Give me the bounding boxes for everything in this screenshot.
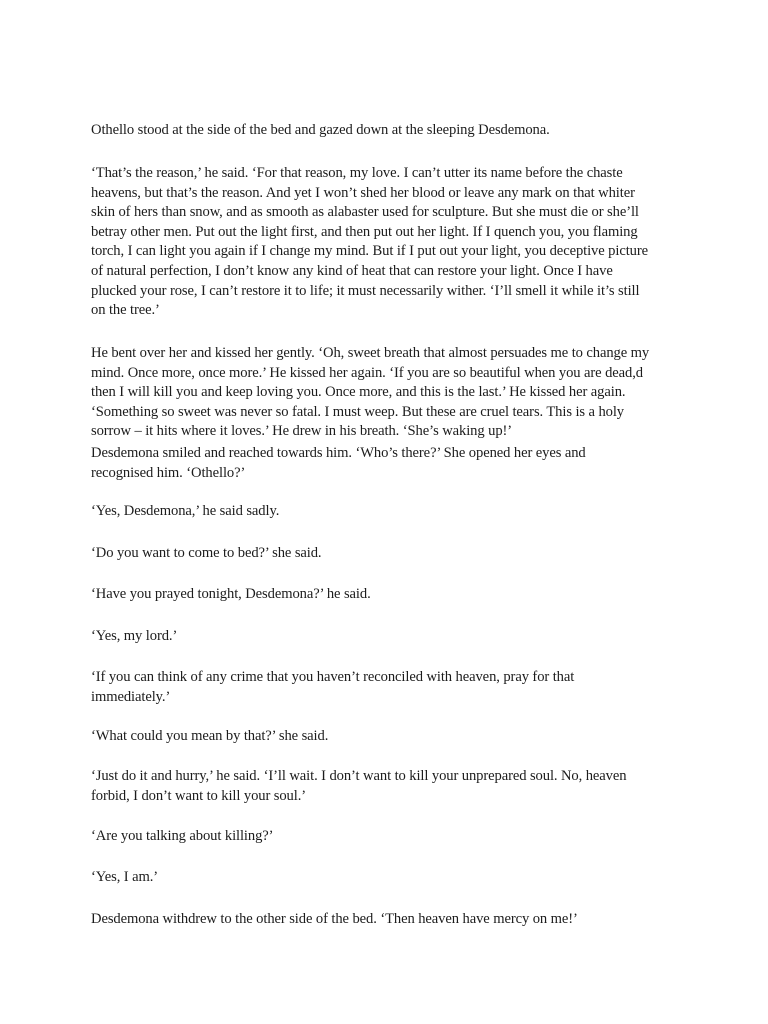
paragraph: Desdemona smiled and reached towards him. ‘Who’s there?’ She opened her eyes and recognised him. ‘Othello?’ bbox=[91, 445, 586, 481]
paragraph: ‘Yes, my lord.’ bbox=[91, 628, 178, 644]
paragraph: Othello stood at the side of the bed and gazed down at the sleeping Desdemona. bbox=[91, 122, 550, 138]
paragraph: ‘Yes, I am.’ bbox=[91, 869, 159, 885]
paragraph: ‘Are you talking about killing?’ bbox=[91, 828, 274, 844]
paragraph: ‘If you can think of any crime that you haven’t reconciled with heaven, pray for that immediately.’ bbox=[91, 669, 575, 705]
paragraph: ‘That’s the reason,’ he said. ‘For that reason, my love. I can’t utter its name before the chaste heavens, but that’s the reason. And yet I won’t shed her blood or leave any mark on that whiter skin of hers than snow, and as smooth as alabaster used for sculpture. But she must die or she’ll betray other men. Put out the light first, and then put out her light. If I quench you, you flaming torch, I can light you again if I change my mind. But if I put out your light, you deceptive picture of natural perfection, I don’t know any kind of heat that can restore your light. Once I have plucked your rose, I can’t restore it to life; it must necessarily wither. ‘I’ll smell it while it’s still on the tree.’ bbox=[91, 165, 648, 319]
paragraph: ‘Yes, Desdemona,’ he said sadly. bbox=[91, 503, 280, 519]
paragraph: Desdemona withdrew to the other side of the bed. ‘Then heaven have mercy on me!’ bbox=[91, 911, 578, 927]
paragraph: He bent over her and kissed her gently. ‘Oh, sweet breath that almost persuades me to change my mind. Once more, once more.’ He kissed her again. ‘If you are so beautiful when you are dead,d then I will kill you and keep loving you. Once more, and this is the last.’ He kissed her again. ‘Something so sweet was never so fatal. I must weep. But these are cruel tears. This is a holy sorrow – it hits where it loves.’ He drew in his breath. ‘She’s waking up!’ bbox=[91, 345, 650, 440]
paragraph: ‘Do you want to come to bed?’ she said. bbox=[91, 545, 322, 561]
paragraph: ‘Have you prayed tonight, Desdemona?’ he said. bbox=[91, 586, 371, 602]
paragraph: ‘Just do it and hurry,’ he said. ‘I’ll wait. I don’t want to kill your unprepared soul. No, heaven forbid, I don’t want to kill your soul.’ bbox=[91, 768, 627, 804]
paragraph: ‘What could you mean by that?’ she said. bbox=[91, 728, 329, 744]
